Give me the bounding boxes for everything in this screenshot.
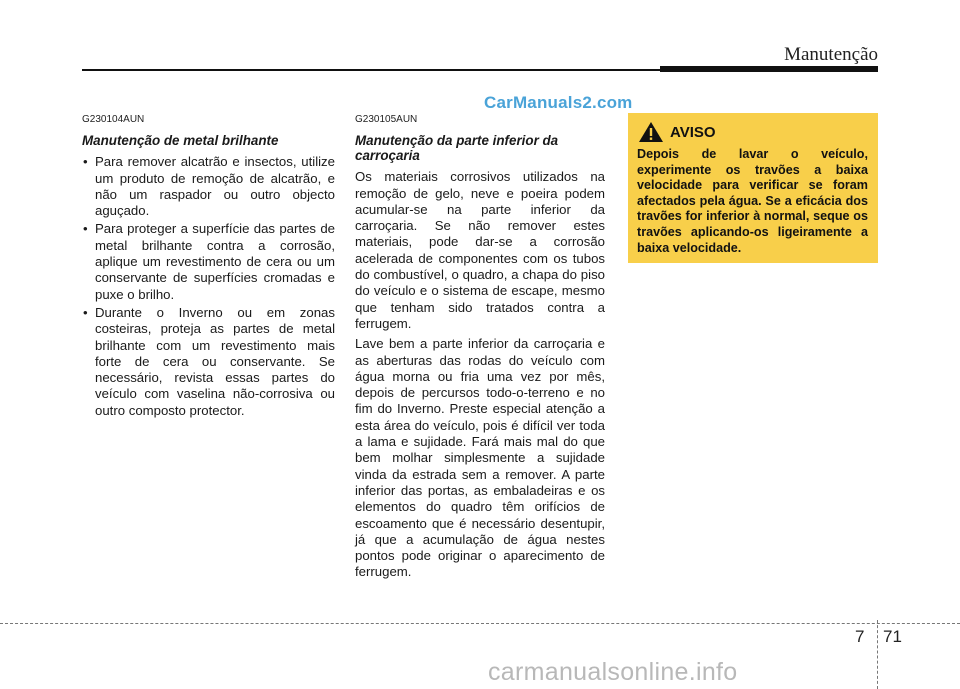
bullet-icon: • [83, 304, 88, 320]
page-number: 71 [883, 627, 902, 646]
warning-header [638, 121, 716, 143]
list-item [82, 221, 335, 302]
list-item-text: Durante o Inverno ou em zonas costeiras, proteja as partes de metal brilhante com um revestimento mais forte de cera ou conservante. Se necessário, revista essas partes do veículo com vaselina não-corrosiva ou outro composto protector. [95, 304, 335, 418]
page-header-title: Manutenção [784, 44, 878, 65]
warning-title: AVISO [670, 123, 716, 141]
warning-triangle-icon [638, 121, 664, 143]
watermark-top[interactable]: CarManuals2.com [484, 93, 633, 112]
bullet-list [82, 154, 335, 419]
middle-column [355, 112, 605, 585]
bullet-icon: • [83, 221, 88, 237]
section-title: Manutenção da parte inferior da carroçaria [355, 133, 559, 164]
list-item-text: Para proteger a superfície das partes de metal brilhante contra a corrosão, aplique um revestimento de cera ou um conservante de superfícies cromadas e puxe o brilho. [95, 221, 335, 302]
header-bar [660, 66, 878, 72]
header-rule [82, 69, 660, 71]
chapter-number: 7 [855, 627, 865, 646]
section-code: G230105AUN [355, 114, 418, 125]
warning-box [628, 113, 878, 263]
bullet-icon: • [83, 154, 88, 170]
footer-rule [0, 623, 960, 624]
list-item [82, 305, 335, 419]
list-item-text: Para remover alcatrão e insectos, utilize um produto de remoção de alcatrão, e não um raspador ou outro objecto aguçado. [95, 154, 335, 219]
list-item [82, 154, 335, 219]
warning-text: Depois de lavar o veículo, experimente os travões a baixa velocidade para verificar se foram afectados pela água. Se a eficácia dos travões for inferior à normal, seque os travões aplicando-os ligeiramente a baixa velocidade. [637, 147, 868, 255]
left-column [82, 112, 335, 421]
section-title: Manutenção de metal brilhante [82, 133, 279, 149]
section-code: G230104AUN [82, 114, 145, 125]
body-paragraph: Lave bem a parte inferior da carroçaria e as aberturas das rodas do veículo com água morna ou fria uma vez por mês, depois de percursos todo-o-terreno e no fim do Inverno. Preste especial atenção a esta área do veículo, pois é difícil ver toda a lama e sujidade. Fará mais mal do que bem molhar simplesmente a sujidade vinda da estrada sem a remover. A parte inferior das portas, as embaladeiras e os elementos do quadro têm orifícios de escoamento que é necessário desentupir, já que a acumulação de água nestes pontos pode originar o aparecimento de ferrugem. [355, 336, 605, 580]
body-paragraph: Os materiais corrosivos utilizados na remoção de gelo, neve e poeira podem acumular-se na parte inferior da carroçaria. Se não remover estes materiais, pode dar-se a corrosão acelerada de componentes com os tubos do combustível, o quadro, a chapa do piso do veículo e o sistema de escape, mesmo que tenham sido tratados contra a ferrugem. [355, 169, 605, 331]
footer-divider [877, 620, 878, 689]
watermark-bottom[interactable]: carmanualsonline.info [488, 658, 738, 686]
